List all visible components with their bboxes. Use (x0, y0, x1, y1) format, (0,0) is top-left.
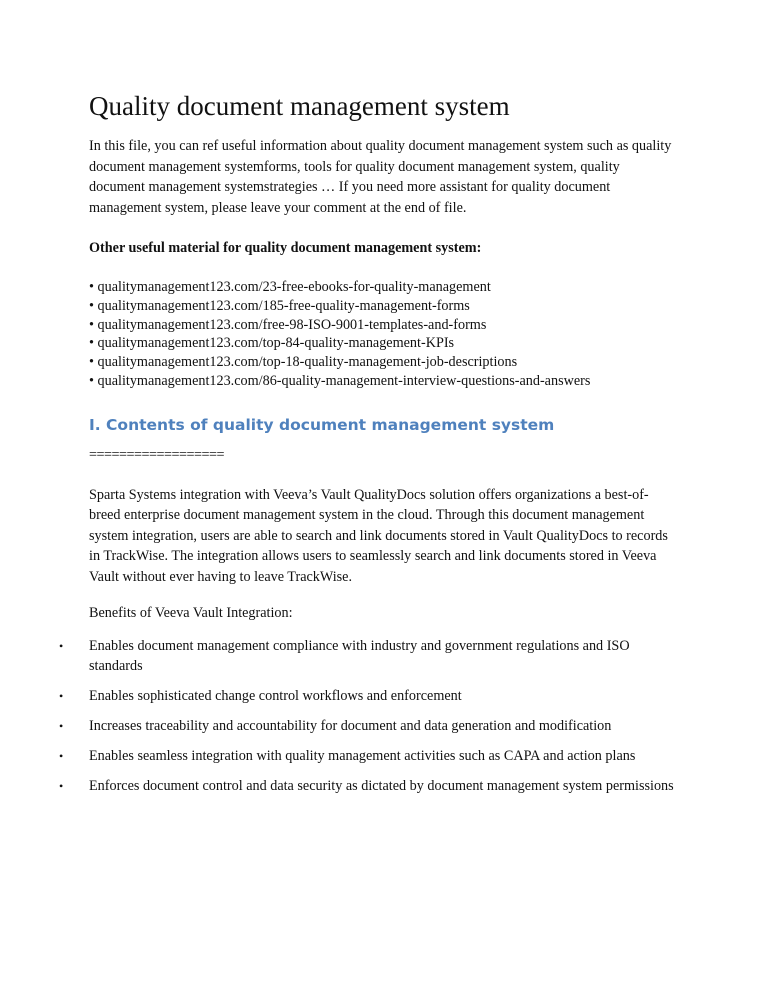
resource-link[interactable]: • qualitymanagement123.com/86-quality-management-interview-questions-and-answers (89, 372, 591, 389)
benefit-item (59, 636, 679, 677)
other-material-heading: Other useful material for quality document management system: (89, 240, 482, 256)
benefit-text: Enables sophisticated change control workflows and enforcement (89, 688, 462, 705)
intro-paragraph: In this file, you can ref useful information about quality document management system such as quality document management systemforms, tools for quality document management system, quality document management systemstrategies … If you need more assistant for quality document management system, please leave your comment at the end of file. (89, 138, 672, 216)
benefit-text: Enforces document control and data security as dictated by document management system permissions (89, 778, 674, 795)
benefit-item (59, 746, 679, 767)
benefit-text: Increases traceability and accountability for document and data generation and modification (89, 718, 612, 735)
benefit-item (59, 776, 679, 797)
bullet-icon: • (59, 719, 64, 734)
resource-link[interactable]: • qualitymanagement123.com/top-84-quality-management-KPIs (89, 335, 455, 352)
resource-link-list (89, 278, 679, 391)
resource-link[interactable]: • qualitymanagement123.com/23-free-ebooks-for-quality-management (89, 279, 491, 295)
benefit-text: Enables seamless integration with quality management activities such as CAPA and action plans (89, 748, 636, 765)
section-divider: ================== (89, 446, 225, 463)
benefits-heading: Benefits of Veeva Vault Integration: (89, 605, 293, 622)
document-title: Quality document management system (89, 91, 510, 121)
benefit-item (59, 716, 679, 737)
document-content (59, 86, 679, 806)
resource-link[interactable]: • qualitymanagement123.com/free-98-ISO-9001-templates-and-forms (89, 316, 487, 333)
body-paragraph: Sparta Systems integration with Veeva’s Vault QualityDocs solution offers organizations a best-of-breed enterprise document management system in the cloud. Through this document management system integration, users are able to search and link documents stored in Vault QualityDocs to records in TrackWise. The integration allows users to seamlessly search and link documents stored in Veeva Vault without ever having to leave TrackWise. (89, 486, 668, 585)
bullet-icon: • (59, 749, 64, 764)
section-heading: I. Contents of quality document management system (89, 415, 555, 434)
benefit-item (59, 686, 679, 707)
benefit-text: Enables document management compliance with industry and government regulations and ISO standards (89, 637, 630, 675)
resource-link[interactable]: • qualitymanagement123.com/185-free-quality-management-forms (89, 297, 470, 314)
resource-link[interactable]: • qualitymanagement123.com/top-18-quality-management-job-descriptions (89, 354, 518, 371)
bullet-icon: • (59, 779, 64, 794)
bullet-icon: • (59, 638, 64, 653)
benefits-list (59, 636, 679, 797)
bullet-icon: • (59, 689, 64, 704)
